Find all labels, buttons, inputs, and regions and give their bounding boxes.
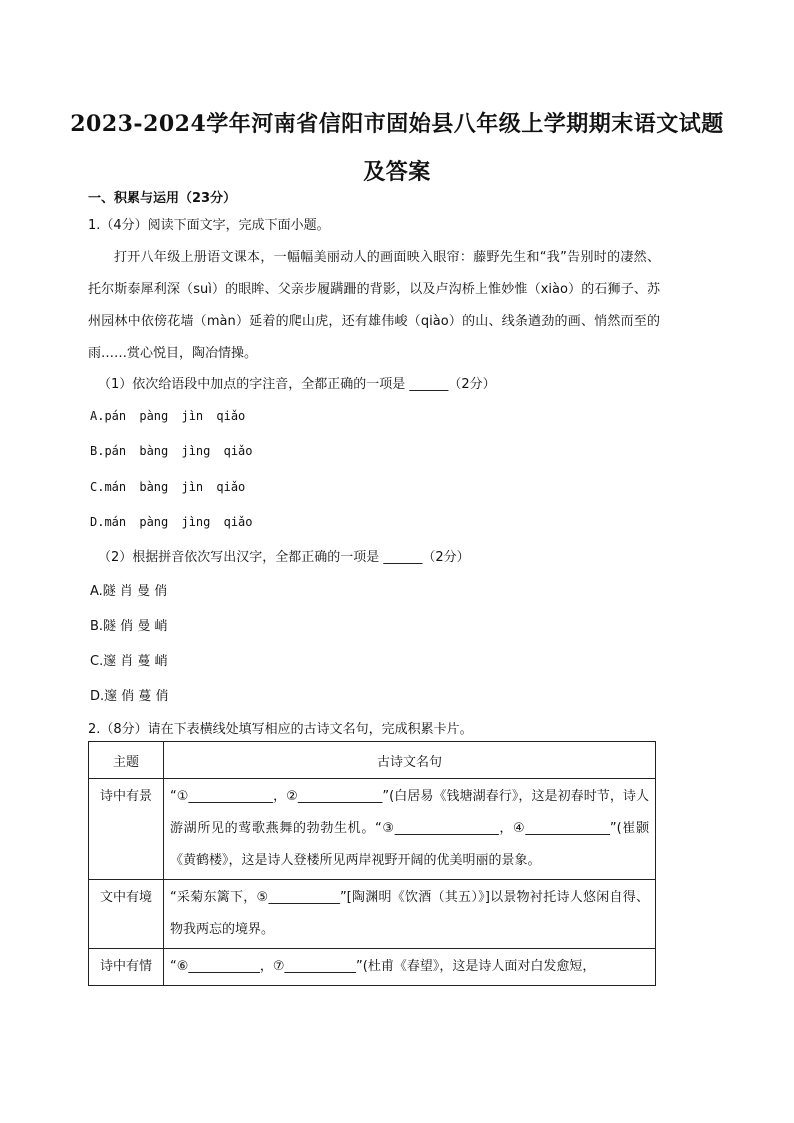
row-content: “采菊东篱下，⑤___________”[陶渊明《饮酒（其五）》]以景物衬托诗人悠闲自得、物我两忘的境界。 [164, 880, 656, 949]
question-1-passage: 打开八年级上册语文课本，一幅幅美丽动人的画面映入眼帘：藤野先生和“我”告别时的凄然、托尔斯泰犀利深（suì）的眼眸、父亲步履蹒跚的背影，以及卢沟桥上惟妙惟（xiào）的石狮子、苏州园林中依傍花墙（màn）延着的爬山虎，还有雄伟峻（qiào）的山、线条遒劲的画、悄然而至的雨……赏心悦目，陶冶情操。 [88, 250, 660, 361]
row-topic: 诗中有景 [89, 779, 164, 880]
option-a: A.pán pàng jìn qiǎo [90, 409, 246, 423]
section-heading: 一、积累与运用（23分） [88, 191, 237, 206]
option-d: D.邃 俏 蔓 俏 [90, 689, 169, 704]
document-title: 2023-2024学年河南省信阳市固始县八年级上学期期末语文试题及答案 [70, 111, 724, 185]
row-topic: 诗中有情 [89, 949, 164, 986]
poem-card-table [88, 741, 656, 986]
option-b: B.pán bàng jìng qiǎo [90, 444, 253, 458]
question-1-stem: 1.（4分）阅读下面文字，完成下面小题。 [88, 218, 330, 233]
table-row [89, 779, 656, 880]
question-2-stem: 2.（8分）请在下表横线处填写相应的古诗文名句，完成积累卡片。 [88, 722, 473, 737]
option-c: C.mán bàng jìn qiǎo [90, 480, 246, 494]
row-content: “⑥___________，⑦___________”(杜甫《春望》，这是诗人面对白发愈短， [164, 949, 656, 986]
table-header-row [89, 742, 656, 779]
option-d: D.mán pàng jìng qiǎo [90, 515, 253, 529]
option-a: A.隧 肖 曼 俏 [90, 584, 168, 599]
table-row [89, 949, 656, 986]
question-1-sub-1: （1）依次给语段中加点的字注音，全都正确的一项是 ______（2分） [98, 377, 496, 392]
option-c: C.邃 肖 蔓 峭 [90, 654, 168, 669]
question-1-sub-2: （2）根据拼音依次写出汉字，全都正确的一项是 ______（2分） [98, 550, 470, 565]
row-content: “①_____________，②_____________”(白居易《钱塘湖春行》，这是初春时节，诗人游湖所见的莺歌燕舞的勃勃生机。“③________________，④_____________”(崔颢《黄鹤楼》，这是诗人登楼所见两岸视野开阔的优美明丽的景象。 [164, 779, 656, 880]
table-header-lines: 古诗文名句 [164, 742, 656, 779]
table-row [89, 880, 656, 949]
row-topic: 文中有境 [89, 880, 164, 949]
table-header-topic: 主题 [89, 742, 164, 779]
option-b: B.隧 俏 曼 峭 [90, 619, 168, 634]
